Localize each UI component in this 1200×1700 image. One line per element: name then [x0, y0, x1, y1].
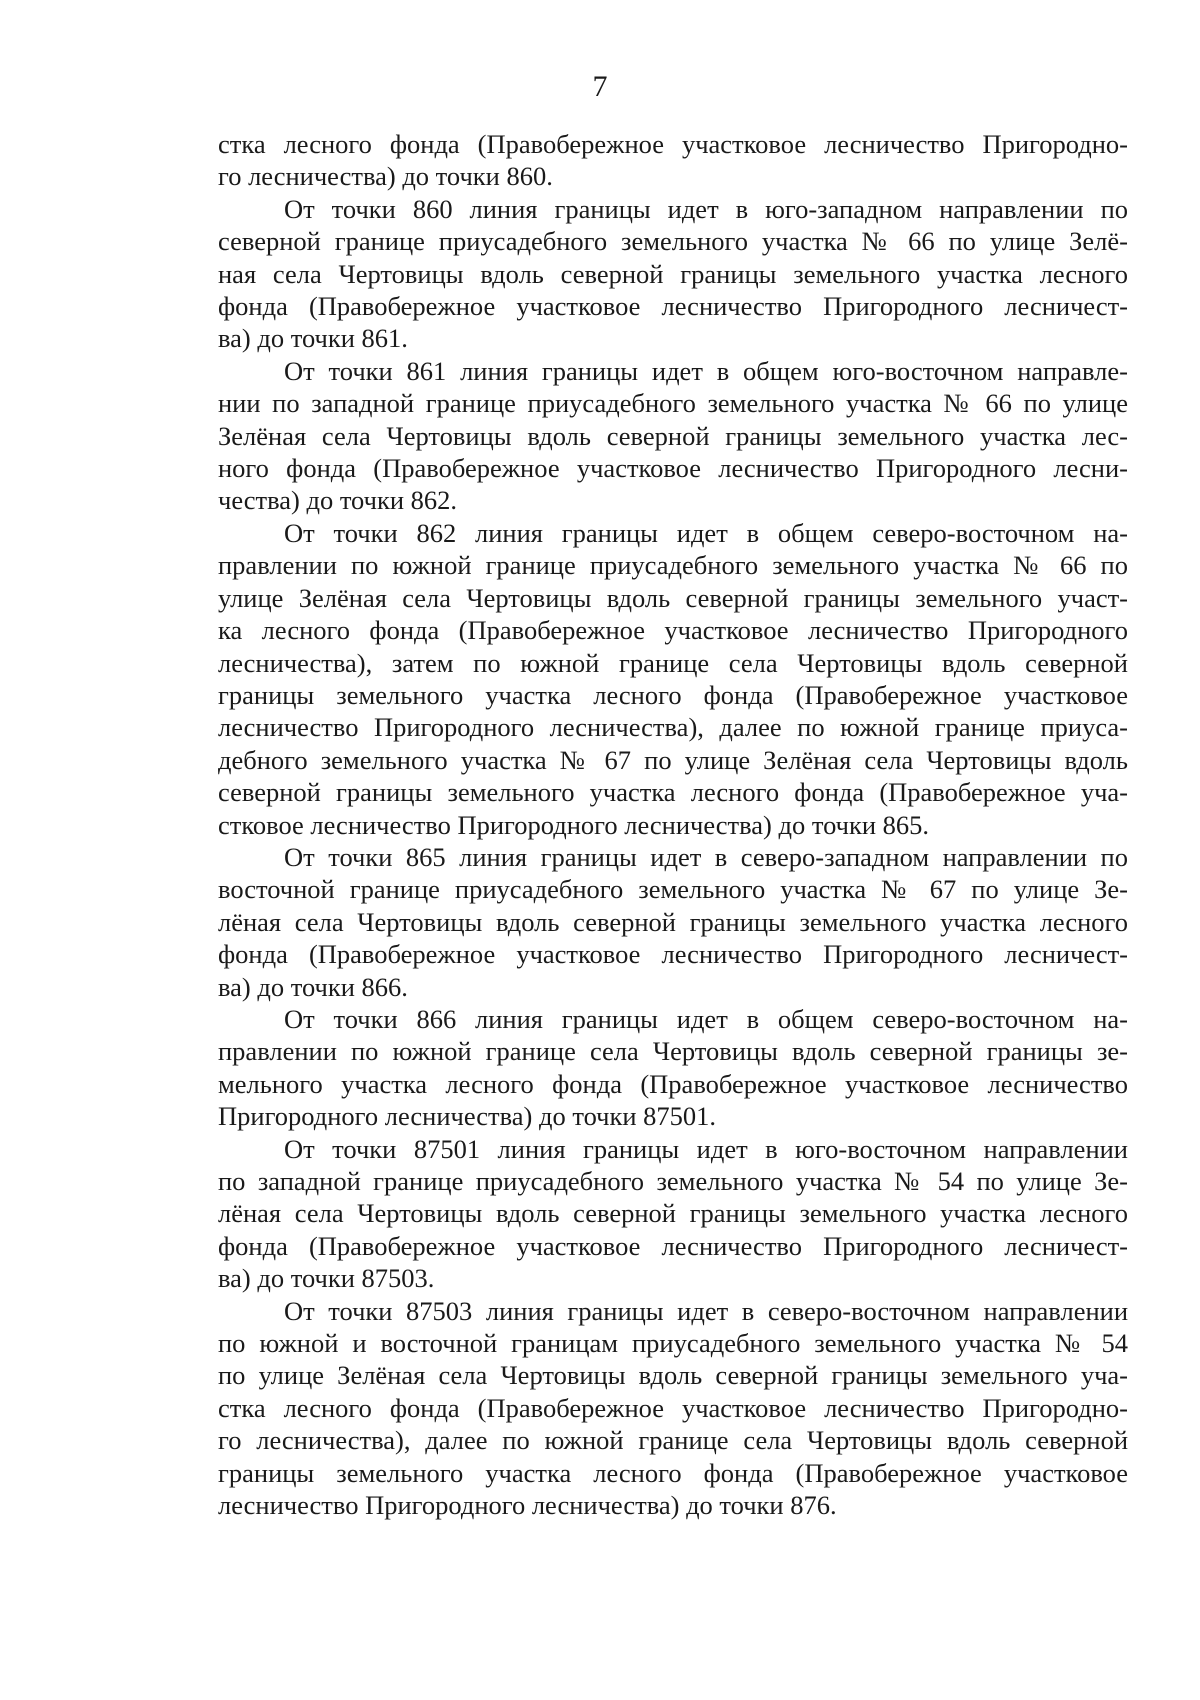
paragraph-1: [218, 128, 1128, 193]
text-line: го лесничества) до точки 860.: [218, 161, 553, 192]
text-line: От точки 862 линия границы идет в общем северо-восточном на-: [284, 517, 1128, 548]
paragraph-3: [218, 355, 1128, 517]
text-line: ного фонда (Правобережное участковое лесничество Пригородного лесни-: [218, 453, 1128, 484]
text-line: границы земельного участка лесного фонда (Правобережное участковое: [218, 1457, 1128, 1488]
text-line: стковое лесничество Пригородного лесничества) до точки 865.: [218, 809, 930, 840]
text-line: северной границы земельного участка лесного фонда (Правобережное уча-: [218, 777, 1128, 808]
text-line: От точки 860 линия границы идет в юго-западном направлении по: [284, 193, 1128, 224]
page-number: 7: [592, 70, 608, 103]
text-line: фонда (Правобережное участковое лесничество Пригородного лесничест-: [218, 1230, 1128, 1261]
document-body: [218, 128, 1128, 1521]
text-line: фонда (Правобережное участковое лесничество Пригородного лесничест-: [218, 291, 1128, 322]
paragraph-2: [218, 193, 1128, 355]
text-line: ва) до точки 866.: [218, 971, 408, 1002]
text-line: стка лесного фонда (Правобережное участковое лесничество Пригородно-: [218, 129, 1128, 159]
text-line: чества) до точки 862.: [218, 485, 458, 516]
text-line: северной границе приусадебного земельного участка № 66 по улице Зелё-: [218, 226, 1128, 257]
paragraph-6: [218, 1003, 1128, 1133]
paragraph-7: [218, 1133, 1128, 1295]
paragraph-5: [218, 841, 1128, 1003]
text-line: фонда (Правобережное участковое лесничество Пригородного лесничест-: [218, 939, 1128, 970]
text-line: ная села Чертовицы вдоль северной границы земельного участка лесного: [218, 258, 1128, 289]
text-line: лёная села Чертовицы вдоль северной границы земельного участка лесного: [218, 906, 1128, 937]
text-line: стка лесного фонда (Правобережное участковое лесничество Пригородно-: [218, 1392, 1128, 1423]
text-line: От точки 87501 линия границы идет в юго-восточном направлении: [284, 1133, 1128, 1164]
text-line: Зелёная села Чертовицы вдоль северной границы земельного участка лес-: [218, 420, 1128, 451]
text-line: лёная села Чертовицы вдоль северной границы земельного участка лесного: [218, 1198, 1128, 1229]
text-line: по западной границе приусадебного земельного участка № 54 по улице Зе-: [218, 1166, 1128, 1196]
text-line: От точки 866 линия границы идет в общем северо-восточном на-: [284, 1003, 1128, 1034]
text-line: по улице Зелёная села Чертовицы вдоль северной границы земельного уча-: [218, 1360, 1128, 1391]
text-line: От точки 87503 линия границы идет в северо-восточном направлении: [284, 1295, 1128, 1326]
text-line: Пригородного лесничества) до точки 87501.: [218, 1101, 717, 1132]
text-line: правлении по южной границе села Чертовицы вдоль северной границы зе-: [218, 1036, 1128, 1067]
text-line: дебного земельного участка № 67 по улице Зелёная села Чертовицы вдоль: [218, 744, 1128, 775]
text-line: ва) до точки 87503.: [218, 1263, 435, 1294]
text-line: мельного участка лесного фонда (Правобережное участковое лесничество: [218, 1068, 1128, 1099]
text-line: лесничества), затем по южной границе села Чертовицы вдоль северной: [218, 647, 1128, 678]
text-line: лесничество Пригородного лесничества), далее по южной границе приуса-: [218, 712, 1128, 743]
text-line: го лесничества), далее по южной границе села Чертовицы вдоль северной: [218, 1425, 1128, 1456]
text-line: От точки 865 линия границы идет в северо-западном направлении по: [284, 841, 1128, 872]
text-line: ка лесного фонда (Правобережное участковое лесничество Пригородного: [218, 615, 1128, 646]
text-line: лесничество Пригородного лесничества) до точки 876.: [218, 1490, 837, 1521]
text-line: восточной границе приусадебного земельного участка № 67 по улице Зе-: [218, 874, 1128, 905]
paragraph-4: [218, 517, 1128, 841]
text-line: нии по западной границе приусадебного земельного участка № 66 по улице: [218, 388, 1128, 419]
text-line: ва) до точки 861.: [218, 323, 408, 354]
text-line: улице Зелёная села Чертовицы вдоль северной границы земельного участ-: [218, 582, 1128, 613]
text-line: правлении по южной границе приусадебного земельного участка № 66 по: [218, 550, 1128, 581]
paragraph-8: [218, 1295, 1128, 1522]
text-line: границы земельного участка лесного фонда (Правобережное участковое: [218, 679, 1128, 710]
text-line: по южной и восточной границам приусадебного земельного участка № 54: [218, 1328, 1128, 1359]
text-line: От точки 861 линия границы идет в общем юго-восточном направле-: [284, 355, 1128, 386]
